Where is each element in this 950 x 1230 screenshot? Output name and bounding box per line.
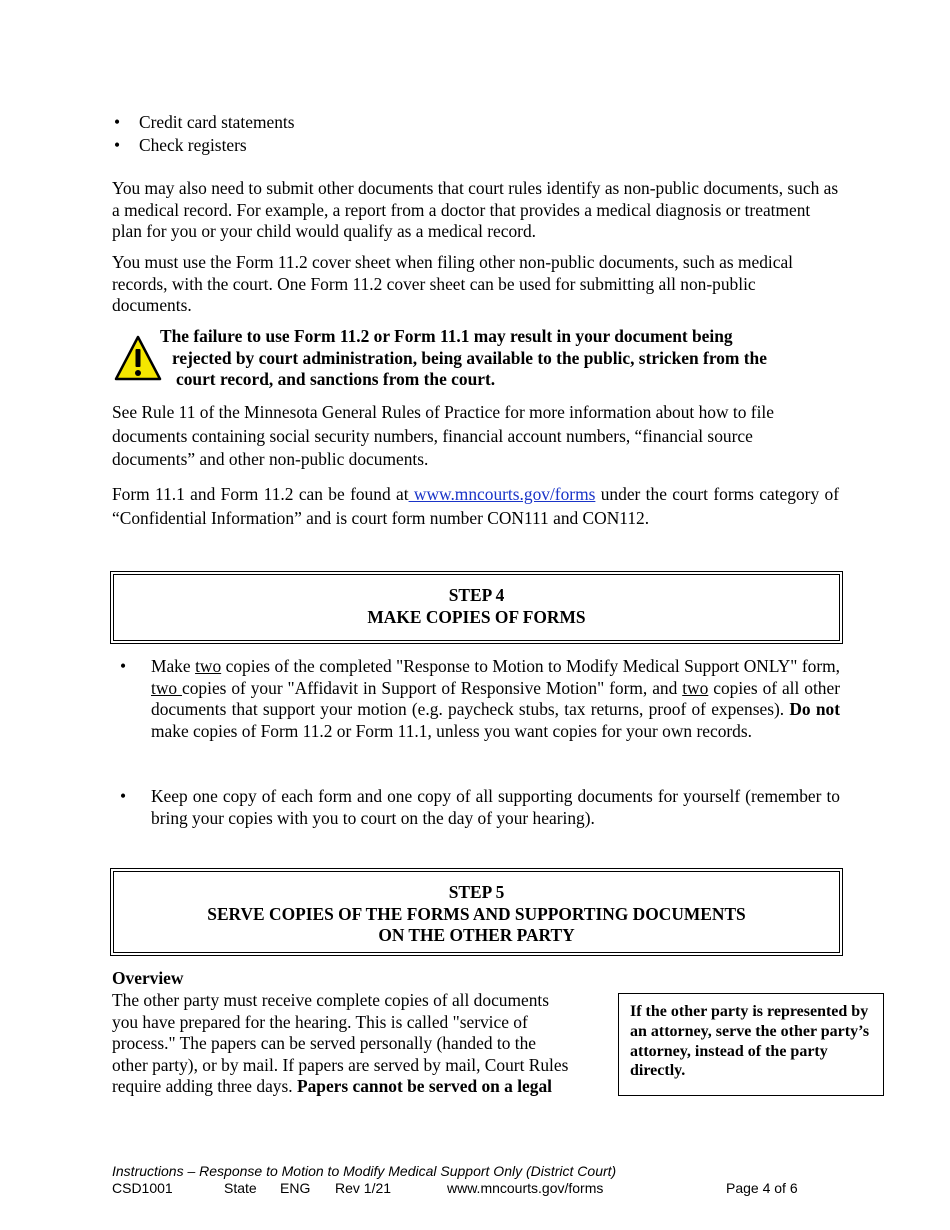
attorney-note-box	[618, 993, 884, 1096]
keep-copy-instruction: Keep one copy of each form and one copy of all supporting documents for yourself (remember to bring your copies with you to court on the day of your hearing).	[151, 786, 840, 828]
attorney-note-text: If the other party is represented by an attorney, serve the other party’s attorney, instead of the party directly.	[630, 1003, 870, 1080]
bullet-icon: •	[114, 135, 121, 155]
non-public-documents-paragraph: You may also need to submit other documents that court rules identify as non-public documents, such as a medical record. For example, a report from a doctor that provides a medical diagnosis or treatment plan for you or your child would qualify as a medical record.	[112, 178, 839, 241]
overview-heading: Overview	[112, 968, 184, 988]
footer-title: Instructions – Response to Motion to Modify Medical Support Only (District Court)	[112, 1163, 617, 1179]
overview-text: The other party must receive complete copies of all documents you have prepared for the hearing. This is called "service of process." The papers can be served personally (handed to the other party), or by mail. If papers are served by mail, Court Rules require adding three days. Papers cannot be served on a legal	[112, 990, 569, 1096]
list-item: • Check registers	[114, 135, 247, 155]
bullet-icon: •	[114, 112, 121, 132]
form-11-2-paragraph: You must use the Form 11.2 cover sheet when filing other non-public documents, such as medical records, with the court. One Form 11.2 cover sheet can be used for submitting all non-public documents.	[112, 252, 794, 315]
footer-meta	[112, 1180, 812, 1196]
step-5-subtitle-line-1: SERVE COPIES OF THE FORMS AND SUPPORTING DOCUMENTS	[207, 903, 746, 924]
mncourts-forms-link[interactable]: www.mncourts.gov/forms	[408, 484, 596, 504]
bullet-icon: •	[120, 786, 127, 806]
warning-icon	[114, 334, 162, 382]
step-5-header-box	[110, 868, 843, 956]
step-4-header-box	[110, 571, 843, 644]
warning-message: The failure to use Form 11.2 or Form 11.1 may result in your document being rejected by court administration, being available to the public, stricken from the court record, and sanctions from the court.	[160, 326, 767, 389]
footer-url: www.mncourts.gov/forms	[447, 1180, 604, 1196]
footer-state: State	[224, 1180, 257, 1196]
make-copies-instruction: Make two copies of the completed "Response to Motion to Modify Medical Support ONLY" form, two copies of your "Affidavit in Support of Responsive Motion" form, and two copies of all other documents that support your motion (e.g. paycheck stubs, tax returns, proof of expenses). Do not make copies of Form 11.2 or Form 11.1, unless you want copies for your own records.	[151, 656, 841, 741]
step-4-title: STEP 4	[448, 585, 505, 605]
rule-11-paragraph: See Rule 11 of the Minnesota General Rules of Practice for more information about how to file documents containing social security numbers, financial account numbers, “financial source documents” and other non-public documents.	[112, 402, 774, 469]
list-item	[120, 656, 840, 742]
step-5-title: STEP 5	[448, 882, 505, 902]
list-item	[120, 786, 840, 829]
top-bullet-list	[112, 112, 295, 158]
forms-location-paragraph: Form 11.1 and Form 11.2 can be found at www.mncourts.gov/forms under the court forms category of “Confidential Information” and is court form number CON111 and CON112.	[112, 484, 839, 528]
bullet-icon: •	[120, 656, 127, 676]
page-number: Page 4 of 6	[726, 1180, 798, 1196]
footer-revision: Rev 1/21	[335, 1180, 392, 1196]
step-4-subtitle: MAKE COPIES OF FORMS	[367, 606, 586, 627]
footer-language: ENG	[280, 1180, 311, 1196]
form-code: CSD1001	[112, 1180, 173, 1196]
list-item: • Credit card statements	[114, 112, 295, 132]
step-5-subtitle-line-2: ON THE OTHER PARTY	[378, 925, 575, 945]
